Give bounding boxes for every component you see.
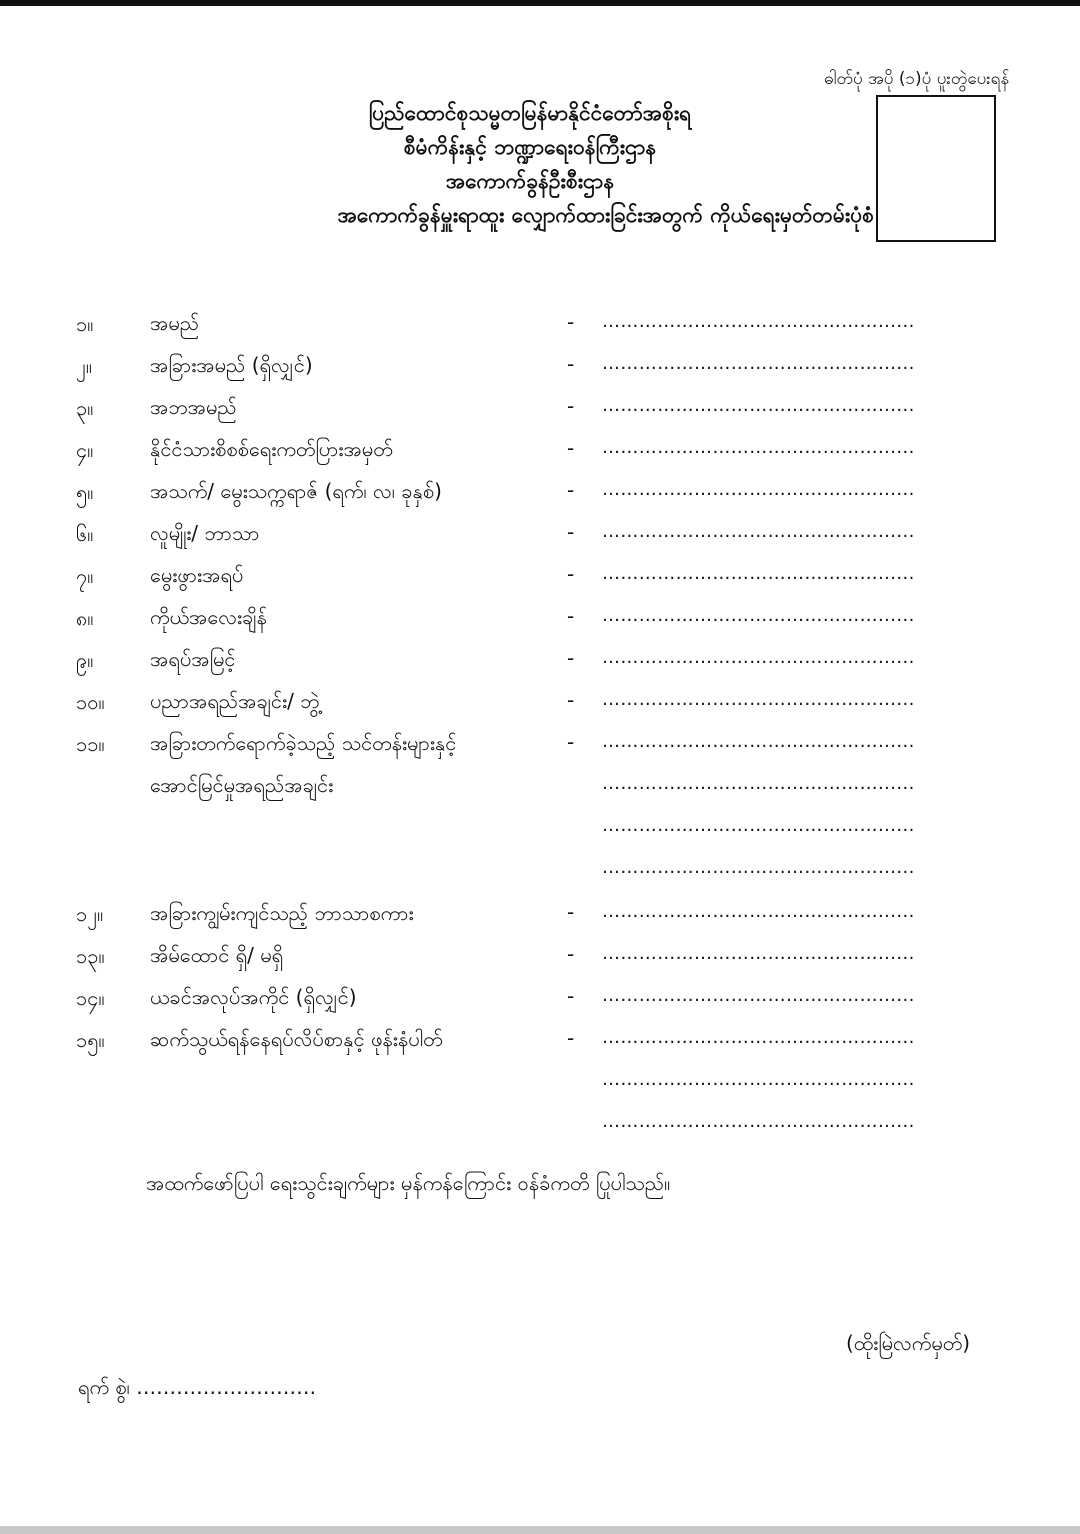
field-dash: -	[567, 478, 575, 502]
photo-note: ဓါတ်ပုံ အပို (၁)ပုံ ပူးတွဲပေးရန်	[824, 69, 1010, 89]
field-row	[0, 767, 1080, 809]
field-dash: -	[567, 646, 575, 670]
field-blank[interactable]: ………………………………………......	[602, 943, 915, 964]
field-label: အိမ်ထောင် ရှိ/ မရှိ	[150, 943, 284, 967]
field-row	[0, 1105, 1080, 1147]
field-blank[interactable]: ………………………………………......	[602, 605, 915, 626]
field-dash: -	[567, 942, 575, 966]
field-blank[interactable]: ………………………………………......	[602, 815, 915, 836]
form-header	[180, 96, 880, 232]
field-number: ၇။	[76, 564, 94, 588]
field-blank[interactable]: ………………………………………......	[602, 563, 915, 584]
field-number: ၁၀။	[76, 690, 105, 714]
field-label: အခြားတက်ရောက်ခဲ့သည့် သင်တန်းများနှင့်	[150, 731, 457, 755]
field-dash: -	[567, 730, 575, 754]
field-dash: -	[567, 604, 575, 628]
field-dash: -	[567, 310, 575, 334]
field-row	[0, 347, 1080, 389]
field-label: အခြားအမည် (ရှိလျှင်)	[150, 353, 313, 377]
bottom-border	[0, 1526, 1080, 1534]
field-dash: -	[567, 394, 575, 418]
field-blank[interactable]: ………………………………………......	[602, 479, 915, 500]
field-label: အဘအမည်	[150, 395, 237, 419]
field-blank[interactable]: ………………………………………......	[602, 731, 915, 752]
field-dash: -	[567, 688, 575, 712]
field-row	[0, 683, 1080, 725]
field-row	[0, 937, 1080, 979]
header-government: ပြည်ထောင်စုသမ္မတမြန်မာနိုင်ငံတော်အစိုးရ	[368, 101, 692, 125]
field-row	[0, 1063, 1080, 1105]
field-row	[0, 515, 1080, 557]
field-number: ၁၁။	[76, 732, 105, 756]
field-number: ၃။	[76, 396, 94, 420]
field-row	[0, 979, 1080, 1021]
field-blank[interactable]: ………………………………………......	[602, 857, 915, 878]
field-row	[0, 473, 1080, 515]
field-number: ၁၃။	[76, 944, 105, 968]
field-label: အောင်မြင်မှုအရည်အချင်း	[150, 773, 334, 797]
field-number: ၆။	[76, 522, 94, 546]
field-label: မွေးဖွားအရပ်	[150, 563, 244, 587]
date-field[interactable]: ရက် စွဲ၊ ………………………	[78, 1375, 317, 1399]
field-blank[interactable]: ………………………………………......	[602, 437, 915, 458]
field-dash: -	[567, 900, 575, 924]
field-row	[0, 389, 1080, 431]
field-label: ကိုယ်အလေးချိန်	[150, 605, 267, 629]
field-blank[interactable]: ………………………………………......	[602, 1111, 915, 1132]
field-number: ၁။	[76, 312, 94, 336]
field-blank[interactable]: ………………………………………......	[602, 689, 915, 710]
field-label: နိုင်ငံသားစိစစ်ရေးကတ်ပြားအမှတ်	[150, 437, 393, 461]
field-dash: -	[567, 1026, 575, 1050]
field-blank[interactable]: ………………………………………......	[602, 353, 915, 374]
field-blank[interactable]: ………………………………………......	[602, 1069, 915, 1090]
field-label: အခြားကျွမ်းကျင်သည့် ဘာသာစကား	[150, 901, 414, 925]
field-number: ၁၄။	[76, 986, 105, 1010]
field-row	[0, 305, 1080, 347]
field-dash: -	[567, 352, 575, 376]
field-blank[interactable]: ………………………………………......	[602, 521, 915, 542]
field-row	[0, 809, 1080, 851]
field-blank[interactable]: ………………………………………......	[602, 901, 915, 922]
field-label: အသက်/ မွေးသက္ကရာဇ် (ရက်၊ လ၊ ခုနှစ်)	[150, 479, 442, 503]
field-dash: -	[567, 984, 575, 1008]
field-number: ၉။	[76, 648, 94, 672]
field-number: ၄။	[76, 438, 94, 462]
header-ministry: စီမံကိန်းနှင့် ဘဏ္ဍာရေးဝန်ကြီးဌာန	[403, 135, 657, 159]
field-row	[0, 641, 1080, 683]
field-number: ၈။	[76, 606, 94, 630]
field-row	[0, 431, 1080, 473]
field-number: ၂။	[76, 354, 92, 378]
field-blank[interactable]: ………………………………………......	[602, 773, 915, 794]
field-blank[interactable]: ………………………………………......	[602, 395, 915, 416]
field-blank[interactable]: ………………………………………......	[602, 1027, 915, 1048]
field-blank[interactable]: ………………………………………......	[602, 311, 915, 332]
declaration: အထက်ဖော်ပြပါ ရေးသွင်းချက်များ မှန်ကန်ကြောင်း ဝန်ခံကတိ ပြုပါသည်။	[146, 1171, 671, 1195]
field-blank[interactable]: ………………………………………......	[602, 647, 915, 668]
field-dash: -	[567, 436, 575, 460]
field-row	[0, 851, 1080, 893]
field-row	[0, 725, 1080, 767]
field-label: အရပ်အမြင့်	[150, 647, 236, 671]
field-blank[interactable]: ………………………………………......	[602, 985, 915, 1006]
photo-box[interactable]	[876, 95, 996, 242]
field-label: ပညာအရည်အချင်း/ ဘွဲ့	[150, 689, 320, 713]
field-label: ဆက်သွယ်ရန်နေရပ်လိပ်စာနှင့် ဖုန်းနံပါတ်	[150, 1027, 443, 1051]
field-row	[0, 895, 1080, 937]
field-row	[0, 599, 1080, 641]
field-label: ယခင်အလုပ်အကိုင် (ရှိလျှင်)	[150, 985, 357, 1009]
field-label: လူမျိုး/ ဘာသာ	[150, 521, 260, 545]
field-number: ၁၅။	[76, 1028, 105, 1052]
field-number: ၁၂။	[76, 902, 104, 926]
header-department: အကောက်ခွန်ဦးစီးဌာန	[445, 169, 615, 193]
field-dash: -	[567, 520, 575, 544]
field-label: အမည်	[150, 311, 200, 335]
field-row	[0, 1021, 1080, 1063]
signature-label: (ထိုးမြဲလက်မှတ်)	[846, 1331, 971, 1355]
field-dash: -	[567, 562, 575, 586]
top-border	[0, 0, 1080, 6]
header-form-title: အကောက်ခွန်မှူးရာထူး လျှောက်ထားခြင်းအတွက် ကိုယ်ရေးမှတ်တမ်းပုံစံ	[337, 203, 874, 227]
field-row	[0, 557, 1080, 599]
field-number: ၅။	[76, 480, 94, 504]
